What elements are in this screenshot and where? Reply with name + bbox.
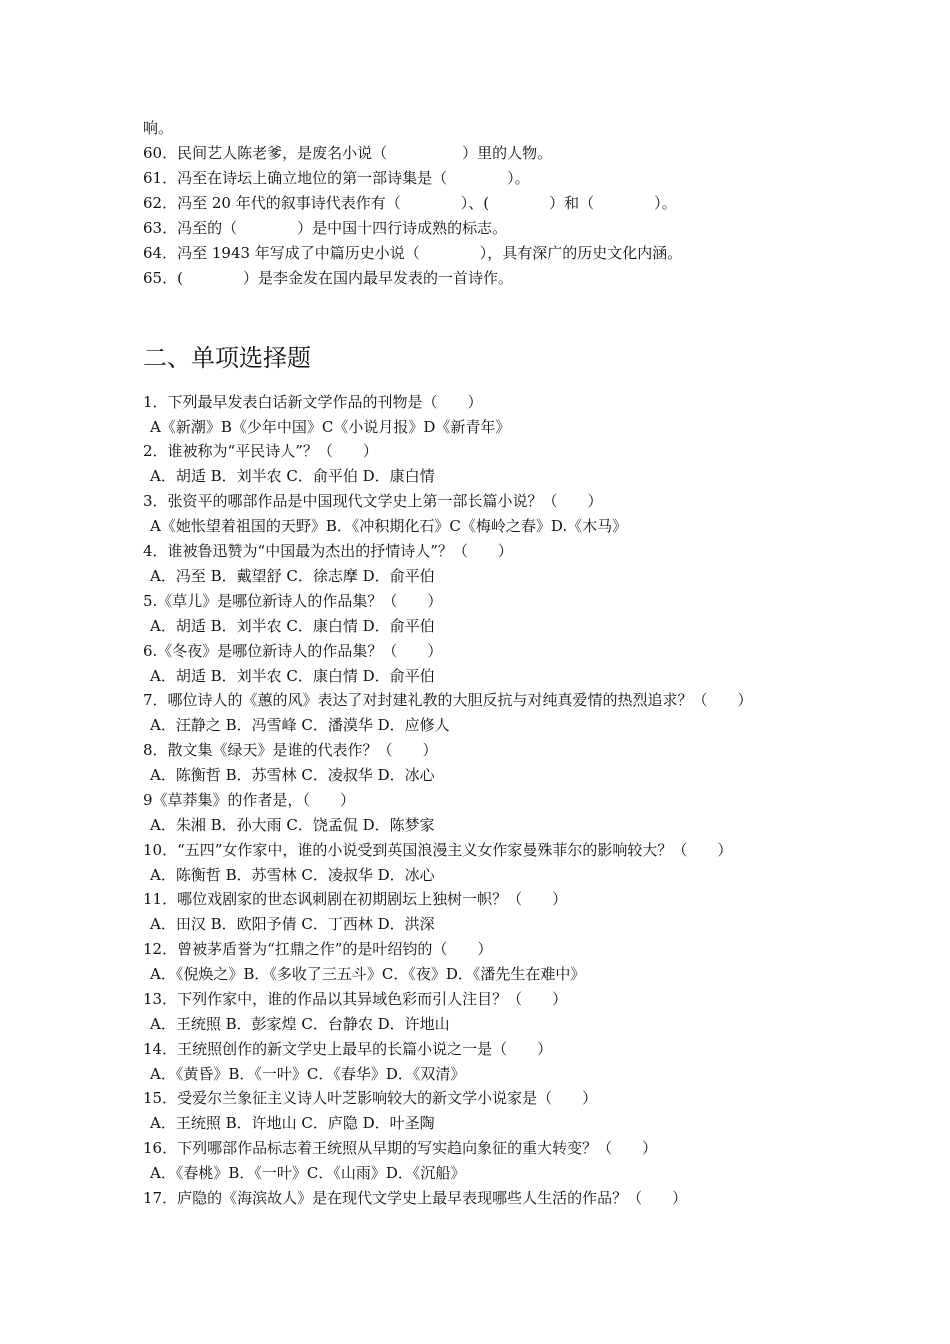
question-9-options: A．朱湘 B．孙大雨 C．饶孟侃 D．陈梦家 (150, 816, 435, 834)
question-5: 5.《草儿》是哪位新诗人的作品集？（ ） (143, 592, 443, 610)
question-10: 10．“五四”女作家中，谁的小说受到英国浪漫主义女作家曼殊菲尔的影响较大？（ ） (143, 841, 733, 859)
question-8: 8．散文集《绿天》是谁的代表作？（ ） (143, 741, 438, 759)
question-1: 1．下列最早发表白话新文学作品的刊物是（ ） (143, 393, 483, 411)
question-3: 3．张资平的哪部作品是中国现代文学史上第一部长篇小说？（ ） (143, 492, 603, 510)
question-62: 62．冯至 20 年代的叙事诗代表作有（ ）、( ）和（ ）。 (143, 194, 677, 212)
question-61: 61．冯至在诗坛上确立地位的第一部诗集是（ ）。 (143, 169, 530, 187)
question-7: 7．哪位诗人的《蕙的风》表达了对封建礼教的大胆反抗与对纯真爱情的热烈追求？（ ） (143, 691, 753, 709)
question-13: 13．下列作家中，谁的作品以其异域色彩而引人注目？（ ） (143, 990, 568, 1008)
question-6-options: A．胡适 B．刘半农 C．康白情 D．俞平伯 (150, 667, 435, 685)
question-9: 9《草莽集》的作者是，（ ） (143, 791, 356, 809)
question-11: 11．哪位戏剧家的世态讽刺剧在初期剧坛上独树一帜？（ ） (143, 890, 568, 908)
question-12-options: A．《倪焕之》B．《多收了三五斗》C．《夜》D．《潘先生在难中》 (150, 965, 586, 983)
question-10-options: A．陈衡哲 B．苏雪林 C．凌叔华 D．冰心 (150, 866, 435, 884)
question-16-options: A．《春桃》B．《一叶》C．《山雨》D．《沉船》 (150, 1164, 466, 1182)
question-7-options: A．汪静之 B．冯雪峰 C．潘漠华 D．应修人 (150, 716, 450, 734)
question-14: 14．王统照创作的新文学史上最早的长篇小说之一是（ ） (143, 1040, 553, 1058)
question-11-options: A．田汉 B．欧阳予倩 C．丁西林 D．洪深 (150, 915, 435, 933)
question-12: 12．曾被茅盾誉为“扛鼎之作”的是叶绍钧的（ ） (143, 940, 493, 958)
question-3-options: A《她怅望着祖国的天野》B．《冲积期化石》C《梅岭之春》D.《木马》 (150, 517, 628, 535)
section-heading: 二、单项选择题 (143, 344, 311, 372)
question-14-options: A．《黄昏》B．《一叶》C．《春华》D．《双清》 (150, 1065, 466, 1083)
question-8-options: A．陈衡哲 B．苏雪林 C．凌叔华 D．冰心 (150, 766, 435, 784)
question-63: 63．冯至的（ ）是中国十四行诗成熟的标志。 (143, 219, 508, 237)
question-4-options: A．冯至 B．戴望舒 C．徐志摩 D．俞平伯 (150, 567, 435, 585)
question-2-options: A．胡适 B．刘半农 C．俞平伯 D．康白情 (150, 467, 435, 485)
question-6: 6.《冬夜》是哪位新诗人的作品集？（ ） (143, 642, 443, 660)
question-64: 64．冯至 1943 年写成了中篇历史小说（ ），具有深广的历史文化内涵。 (143, 244, 683, 262)
text-line: 响。 (143, 119, 174, 137)
question-17: 17．庐隐的《海滨故人》是在现代文学史上最早表现哪些人生活的作品？（ ） (143, 1189, 688, 1207)
question-16: 16．下列哪部作品标志着王统照从早期的写实趋向象征的重大转变？（ ） (143, 1139, 658, 1157)
question-1-options: A《新潮》B《少年中国》C《小说月报》D《新青年》 (150, 418, 511, 436)
question-65: 65．( ）是李金发在国内最早发表的一首诗作。 (143, 269, 513, 287)
question-15: 15．受爱尔兰象征主义诗人叶芝影响较大的新文学小说家是（ ） (143, 1089, 598, 1107)
question-5-options: A．胡适 B．刘半农 C．康白情 D．俞平伯 (150, 617, 435, 635)
question-13-options: A．王统照 B．彭家煌 C．台静农 D．许地山 (150, 1015, 450, 1033)
question-4: 4．谁被鲁迅赞为“中国最为杰出的抒情诗人”？（ ） (143, 542, 513, 560)
question-2: 2．谁被称为“平民诗人”？（ ） (143, 442, 378, 460)
question-15-options: A．王统照 B．许地山 C．庐隐 D．叶圣陶 (150, 1114, 435, 1132)
question-60: 60．民间艺人陈老爹，是废名小说（ ）里的人物。 (143, 144, 553, 162)
